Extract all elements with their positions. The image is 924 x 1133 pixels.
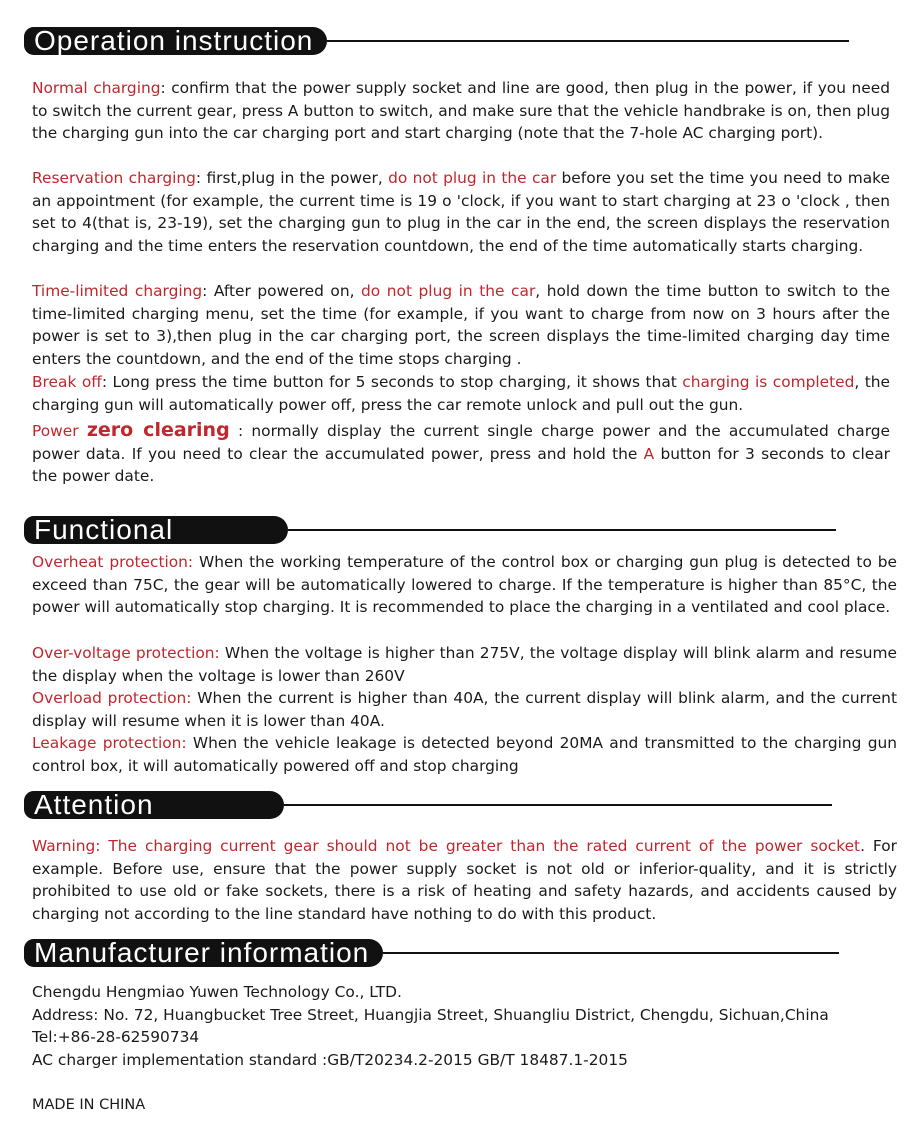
made-in-label: MADE IN CHINA xyxy=(32,1097,146,1113)
heading-divider xyxy=(327,40,849,42)
label-overheat: Overheat protection: xyxy=(32,553,194,571)
text-reservation-2: before you set the time you need to make an appointment (for example, the current time is 19 o 'clock, if you want to start charging at 23 o 'clock , then set to 4(that is, 23-19), set the charging gun to plug in the car in the end, the screen displays the reservation charging and the time enters the reservation countdown, the end of the time automatically starts charging. xyxy=(32,169,891,255)
manufacturer-standard: AC charger implementation standard :GB/T20234.2-2015 GB/T 18487.1-2015 xyxy=(32,1051,628,1069)
manufacturer-company: Chengdu Hengmiao Yuwen Technology Co., LTD. xyxy=(32,983,402,1001)
label-leakage: Leakage protection: xyxy=(32,734,187,752)
paragraph-reservation-charging xyxy=(32,167,890,257)
heading-divider xyxy=(284,804,832,806)
paragraph-time-limited-charging xyxy=(32,280,890,370)
text-zero-2: button for 3 seconds to clear the power date. xyxy=(32,444,890,486)
label-zero-clearing: zero clearing xyxy=(86,419,230,441)
manufacturer-tel: Tel:+86-28-62590734 xyxy=(32,1028,200,1046)
label-break-off: Break off xyxy=(32,373,102,391)
highlight-time-limited: do not plug in the car xyxy=(361,282,536,300)
heading-manufacturer xyxy=(24,938,839,968)
paragraph-over-voltage xyxy=(32,642,897,687)
manufacturer-address: Address: No. 72, Huangbucket Tree Street, Huangjia Street, Shuangliu District, Chengdu, Sichuan,China xyxy=(32,1006,829,1024)
heading-manufacturer-label: Manufacturer information xyxy=(24,939,383,967)
label-warning: Warning: The charging current gear should not be greater than the rated current of the power socket xyxy=(32,837,861,855)
highlight-break-off: charging is completed xyxy=(682,373,855,391)
text-break-off-2: , the charging gun will automatically power off, press the car remote unlock and pull out the gun. xyxy=(32,373,890,414)
text-normal-charging: : confirm that the power supply socket and line are good, then plug in the power, if you need to switch the current gear, press A button to switch, and make sure that the vehicle handbrake is on, then plug the charging gun into the car charging port and start charging (note that the 7-hole AC charging port). xyxy=(32,79,890,143)
paragraph-zero-clearing xyxy=(32,419,890,488)
heading-functional xyxy=(24,515,836,545)
paragraph-normal-charging xyxy=(32,77,890,145)
heading-divider xyxy=(288,529,836,531)
heading-functional-label: Functional xyxy=(24,516,288,544)
text-zero-1: : normally display the current single charge power and the accumulated charge power data. If you need to clear the accumulated power, press and hold the xyxy=(32,422,890,463)
text-overload: When the current is higher than 40A, the current display will blink alarm, and the current display will resume when it is lower than 40A. xyxy=(32,689,897,730)
label-power: Power xyxy=(32,422,87,440)
paragraph-overload xyxy=(32,687,897,732)
label-reservation-charging: Reservation charging xyxy=(32,169,196,187)
label-over-voltage: Over-voltage protection: xyxy=(32,644,220,662)
heading-operation xyxy=(24,26,849,56)
heading-attention-label: Attention xyxy=(24,791,284,819)
heading-divider xyxy=(383,952,839,954)
highlight-a-button: A xyxy=(643,444,655,463)
label-normal-charging: Normal charging xyxy=(32,79,161,97)
heading-attention xyxy=(24,790,832,820)
text-time-limited-1: : After powered on, xyxy=(202,282,362,300)
paragraph-warning xyxy=(32,835,897,925)
text-leakage: When the vehicle leakage is detected beyond 20MA and transmitted to the charging gun control box, it will automatically powered off and stop charging xyxy=(32,734,897,775)
text-time-limited-2: , hold down the time button to switch to the time-limited charging menu, set the time (for example, if you want to charge from now on 3 hours after the power is set to 3),then plug in the car charging port, the screen displays the time-limited charging day time enters the countdown, and the end of the time stops charging . xyxy=(32,282,890,368)
text-warning: . For example. Before use, ensure that the power supply socket is not old or inferior-quality, and it is strictly prohibited to use old or fake sockets, there is a risk of heating and safety hazards, and accidents caused by charging not according to the line standard have nothing to do with this product. xyxy=(32,837,897,923)
highlight-reservation: do not plug in the car xyxy=(388,169,557,187)
text-over-voltage: When the voltage is higher than 275V, the voltage display will blink alarm and resume the display when the voltage is lower than 260V xyxy=(32,644,897,685)
paragraph-overheat xyxy=(32,551,897,619)
text-overheat: When the working temperature of the control box or charging gun plug is detected to be exceed than 75C, the gear will be automatically lowered to charge. If the temperature is higher than 85°C, the power will automatically stop charging. It is recommended to place the charging in a ventilated and cool place. xyxy=(32,553,897,617)
text-break-off-1: : Long press the time button for 5 seconds to stop charging, it shows that xyxy=(101,373,683,391)
text-reservation-1: : first,plug in the power, xyxy=(195,169,389,187)
paragraph-break-off xyxy=(32,371,890,416)
label-time-limited-charging: Time-limited charging xyxy=(32,282,203,300)
paragraph-leakage xyxy=(32,732,897,777)
heading-operation-label: Operation instruction xyxy=(24,27,327,55)
label-overload: Overload protection: xyxy=(32,689,192,707)
